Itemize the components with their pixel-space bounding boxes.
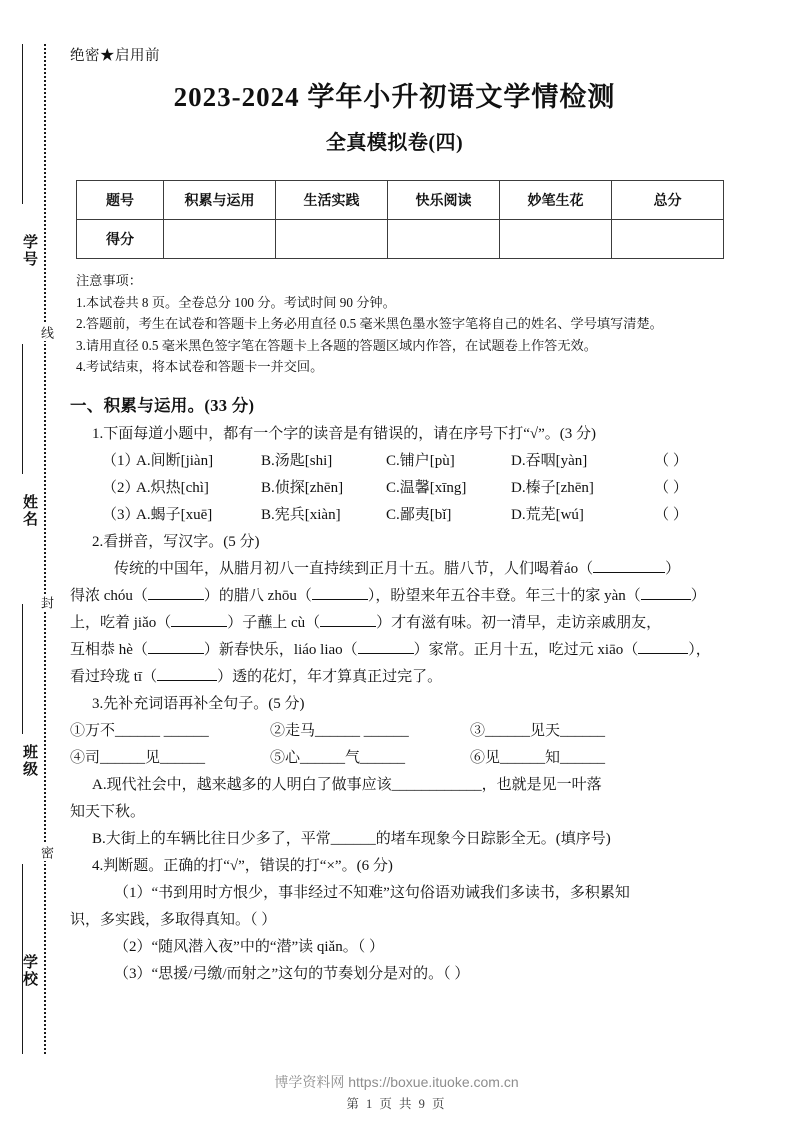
question-3-stem: 3.先补充词语再补全句子。(5 分): [92, 696, 305, 712]
question-4-item-2[interactable]: （2）“随风潜入夜”中的“潜”读 qiǎn。（ ）: [114, 939, 384, 955]
section-heading-accumulation: 一、积累与运用。(33 分): [70, 396, 255, 415]
table-header-accumulation: 积累与运用: [164, 181, 276, 220]
question-1-item-3: [70, 502, 756, 529]
q2-l2-a: 得浓 chóu（: [70, 588, 148, 604]
notice-item-1: 1.本试卷共 8 页。全卷总分 100 分。考试时间 90 分钟。: [76, 294, 396, 310]
q2-l4-a: 互相恭 hè（: [70, 642, 148, 658]
page-number: 第 1 页 共 9 页: [346, 1097, 447, 1111]
perforation-dotted-line: [44, 44, 46, 1054]
question-3-sentence-a-cont: 知天下秋。: [70, 804, 146, 820]
q2-blank-xiao[interactable]: [638, 653, 688, 654]
question-4-item-1-cont[interactable]: 识，多实践，多取得真知。（ ）: [70, 912, 277, 928]
table-header-item-no: 题号: [77, 181, 164, 220]
q2-blank-jiao[interactable]: [171, 626, 227, 627]
q3-blank-3[interactable]: ③______见天______: [470, 723, 606, 739]
q2-blank-cu[interactable]: [320, 626, 376, 627]
binding-rule-3: [22, 604, 23, 734]
option-a[interactable]: A.间断[jiàn]: [136, 453, 214, 469]
page-subtitle: 全真模拟卷(四): [325, 132, 464, 154]
q2-l3-a: 上，吃着 jiǎo（: [70, 615, 172, 631]
q2-blank-ao[interactable]: [593, 572, 665, 573]
q3-blank-6[interactable]: ⑥见______知______: [470, 750, 606, 766]
question-3-row-1: [70, 718, 756, 745]
question-2-line-2: [70, 583, 756, 610]
option-c[interactable]: C.鄙夷[bǐ]: [386, 507, 452, 523]
binding-rule-2: [22, 344, 23, 474]
binding-label-school: 学校: [21, 954, 37, 988]
item-lead: （2）: [102, 480, 140, 496]
q2-l2-c: ），盼望来年五谷丰登。年三十的家 yàn（: [367, 588, 641, 604]
q2-blank-zhou[interactable]: [312, 599, 368, 600]
q3-blank-5[interactable]: ⑤心______气______: [270, 750, 406, 766]
answer-blank[interactable]: （ ）: [654, 453, 688, 469]
item-lead: （1）: [102, 453, 140, 469]
option-b[interactable]: B.侦探[zhēn]: [261, 480, 344, 496]
question-2-line-3: [70, 610, 756, 637]
q2-blank-chou[interactable]: [148, 599, 204, 600]
binding-label-class: 班级: [21, 744, 37, 778]
notice-item-3: 3.请用直径 0.5 毫米黑色签字笔在答题卡上各题的答题区域内作答，在试题卷上作答无效。: [76, 337, 597, 353]
question-3-sentence-a: A.现代社会中，越来越多的人明白了做事应该____________，也就是见一叶落: [92, 777, 602, 793]
table-header-life-practice: 生活实践: [276, 181, 388, 220]
seal-mark-feng: 封: [32, 594, 56, 611]
question-2-line-4: [70, 637, 756, 664]
option-c[interactable]: C.温馨[xīng]: [386, 480, 467, 496]
exam-page: [62, 0, 762, 1122]
notice-title: 注意事项：: [76, 273, 142, 288]
score-table: [76, 180, 724, 259]
question-1-item-2: [70, 475, 756, 502]
score-cell-writing[interactable]: [500, 220, 612, 259]
q3-blank-4[interactable]: ④司______见______: [70, 750, 206, 766]
q2-l3-b: ）子蘸上 cù（: [227, 615, 321, 631]
table-row-headers: [77, 181, 724, 220]
secret-notice: 绝密★启用前: [70, 48, 160, 64]
question-4-item-1: （1）“书到用时方恨少，事非经过不知难”这句俗语劝诫我们多读书，多积累知: [114, 885, 630, 901]
q2-l4-d: ），: [688, 642, 711, 658]
score-cell-accumulation[interactable]: [164, 220, 276, 259]
answer-blank[interactable]: （ ）: [654, 507, 688, 523]
question-3-row-2: [70, 745, 756, 772]
binding-label-student-id: 学号: [21, 234, 37, 268]
option-b[interactable]: B.汤匙[shi]: [261, 453, 333, 469]
page-title: 2023-2024 学年小升初语文学情检测: [173, 82, 616, 112]
option-a[interactable]: A.蝎子[xuē]: [136, 507, 213, 523]
q2-l2-b: ）的腊八 zhōu（: [203, 588, 312, 604]
table-row-label-score: 得分: [77, 220, 164, 259]
question-2-stem: 2.看拼音，写汉字。(5 分): [92, 534, 260, 550]
table-header-happy-reading: 快乐阅读: [388, 181, 500, 220]
question-1-stem: 1.下面每道小题中，都有一个字的读音是有错误的，请在序号下打“√”。(3 分): [92, 426, 597, 442]
q2-l1-a: 传统的中国年，从腊月初八一直持续到正月十五。腊八节，人们喝着áo（: [114, 561, 594, 577]
option-d[interactable]: D.榛子[zhēn]: [511, 480, 594, 496]
question-1-item-1: [70, 448, 756, 475]
option-c[interactable]: C.铺户[pù]: [386, 453, 455, 469]
question-2-line-1: [70, 556, 756, 583]
notice-item-4: 4.考试结束，将本试卷和答题卡一并交回。: [76, 359, 324, 374]
seal-mark-mi: 密: [32, 844, 56, 861]
question-3-sentence-b: B.大街上的车辆比往日少多了，平常______的堵车现象今日踪影全无。(填序号): [92, 831, 611, 847]
q2-l4-b: ）新春快乐，liáo liao（: [203, 642, 358, 658]
table-header-total: 总分: [612, 181, 724, 220]
q2-l4-c: ）家常。正月十五，吃过元 xiāo（: [413, 642, 639, 658]
answer-blank[interactable]: （ ）: [654, 480, 688, 496]
q2-blank-liaoliao[interactable]: [358, 653, 414, 654]
q2-l3-c: ）才有滋有味。初一清早，走访亲戚朋友，: [376, 615, 662, 631]
q2-blank-ti[interactable]: [157, 680, 217, 681]
question-2-line-5: [70, 664, 756, 691]
option-b[interactable]: B.宪兵[xiàn]: [261, 507, 341, 523]
q2-l2-d: ）: [690, 588, 706, 604]
binding-label-name: 姓名: [21, 494, 37, 528]
score-cell-total[interactable]: [612, 220, 724, 259]
seal-mark-line: 线: [32, 324, 56, 341]
notice-block: [76, 270, 748, 378]
score-cell-happy-reading[interactable]: [388, 220, 500, 259]
site-watermark: 博学资料网 https://boxue.ituoke.com.cn: [274, 1074, 519, 1090]
binding-rule-1: [22, 44, 23, 204]
binding-strip: [0, 44, 62, 1054]
q2-l1-b: ）: [665, 561, 681, 577]
q3-blank-2[interactable]: ②走马______ ______: [270, 723, 409, 739]
q2-blank-yan[interactable]: [641, 599, 691, 600]
score-cell-life-practice[interactable]: [276, 220, 388, 259]
notice-item-2: 2.答题前，考生在试卷和答题卡上务必用直径 0.5 毫米黑色墨水签字笔将自己的姓名、学号填写清楚。: [76, 316, 663, 331]
q2-l5-b: ）透的花灯，年才算真正过完了。: [217, 669, 443, 685]
q2-blank-he[interactable]: [148, 653, 204, 654]
question-4-stem: 4.判断题。正确的打“√”，错误的打“×”。(6 分): [92, 858, 393, 874]
table-header-writing: 妙笔生花: [500, 181, 612, 220]
question-content: [70, 392, 756, 988]
table-row: [77, 220, 724, 259]
q3-blank-1[interactable]: ①万不______ ______: [70, 723, 209, 739]
item-lead: （3）: [102, 507, 140, 523]
q2-l5-a: 看过玲珑 tī（: [70, 669, 158, 685]
option-d[interactable]: D.荒芜[wú]: [511, 507, 584, 523]
option-d[interactable]: D.吞咽[yàn]: [511, 453, 588, 469]
option-a[interactable]: A.炽热[chì]: [136, 480, 209, 496]
question-4-item-3[interactable]: （3）“思援/弓缴/而射之”这句的节奏划分是对的。（ ）: [114, 966, 470, 982]
